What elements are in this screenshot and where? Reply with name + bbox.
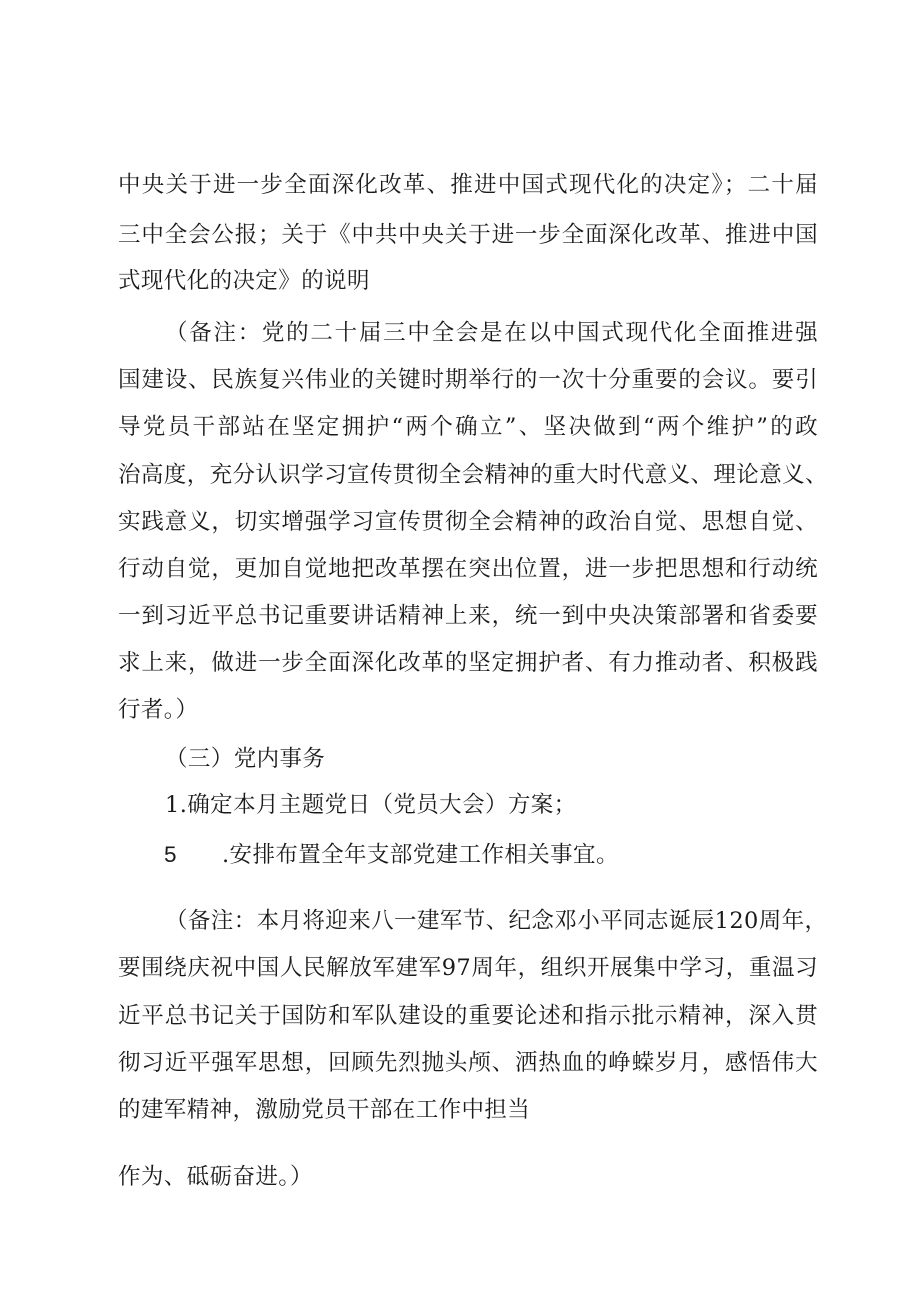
note-line: 实践意义，切实增强学习宣传贯彻全会精神的政治自觉、思想自觉、 xyxy=(118,509,818,535)
note-line: 作为、砥砺奋进。） xyxy=(118,1164,313,1190)
note-line: 的建军精神，激励党员干部在工作中担当 xyxy=(118,1097,531,1123)
note-line: （备注：党的二十届三中全会是在以中国式现代化全面推进强 xyxy=(165,320,818,346)
list-item-number: 5 xyxy=(164,842,177,867)
body-line: 中央关于进一步全面深化改革、推进中国式现代化的决定》；二十届 xyxy=(118,172,818,198)
body-line: 三中全会公报；关于《中共中央关于进一步全面深化改革、推进中国 xyxy=(118,222,818,248)
note-line: 求上来，做进一步全面深化改革的坚定拥护者、有力推动者、积极践 xyxy=(118,650,818,676)
note-line: 导党员干部站在坚定拥护“两个确立”、坚决做到“两个维护”的政 xyxy=(118,414,818,440)
section-heading: （三）党内事务 xyxy=(165,746,326,772)
list-item: .安排布置全年支部党建工作相关事宜。 xyxy=(222,842,619,868)
note-line: 彻习近平强军思想，回顾先烈抛头颅、洒热血的峥蝾岁月，感悟伟大 xyxy=(118,1050,818,1076)
list-item: 1.确定本月主题党日（党员大会）方案； xyxy=(165,792,577,818)
note-line: 行动自觉，更加自觉地把改革摆在突出位置，进一步把思想和行动统 xyxy=(118,556,818,582)
note-line: 国建设、民族复兴伟业的关键时期举行的一次十分重要的会议。要引 xyxy=(118,367,818,393)
body-line: 式现代化的决定》的说明 xyxy=(118,268,370,294)
note-line: 治高度，充分认识学习宣传贯彻全会精神的重大时代意义、理论意义、 xyxy=(118,462,828,488)
note-line: 行者。） xyxy=(118,697,199,723)
note-line: 要围绕庆祝中国人民解放军建军97周年，组织开展集中学习，重温习 xyxy=(118,955,818,981)
note-line: （备注：本月将迎来八一建军节、纪念邓小平同志诞辰120周年， xyxy=(165,908,828,934)
note-line: 近平总书记关于国防和军队建设的重要论述和指示批示精神，深入贯 xyxy=(118,1003,818,1029)
note-line: 一到习近平总书记重要讲话精神上来，统一到中央决策部署和省委要 xyxy=(118,603,818,629)
